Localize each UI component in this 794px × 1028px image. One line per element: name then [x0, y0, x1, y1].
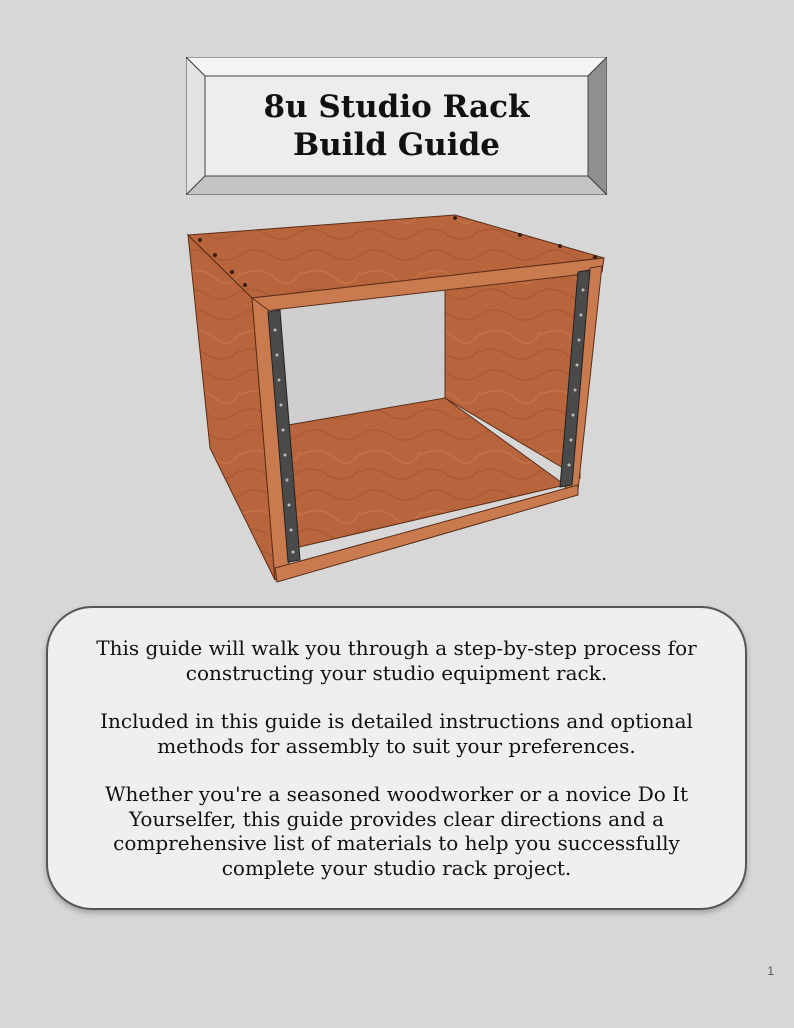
- intro-paragraph-2: Included in this guide is detailed instructions and optional methods for assembly to suit your preferences.: [100, 709, 693, 758]
- page-number: 1: [767, 964, 774, 978]
- page-title: [186, 57, 607, 195]
- title-line-2: Build Guide: [293, 127, 500, 163]
- studio-rack-cabinet-icon: [180, 205, 620, 590]
- title-plaque: [186, 57, 607, 195]
- intro-paragraph-3: Whether you're a seasoned woodworker or a novice Do It Yourselfer, this guide provides clear directions and a comprehensive list of materials to help you successfully complete your studio rack project.: [104, 782, 689, 880]
- title-line-1: 8u Studio Rack: [263, 89, 530, 125]
- intro-box: [46, 606, 747, 910]
- intro-paragraph-1: This guide will walk you through a step-by-step process for constructing your studio equipment rack.: [96, 636, 697, 685]
